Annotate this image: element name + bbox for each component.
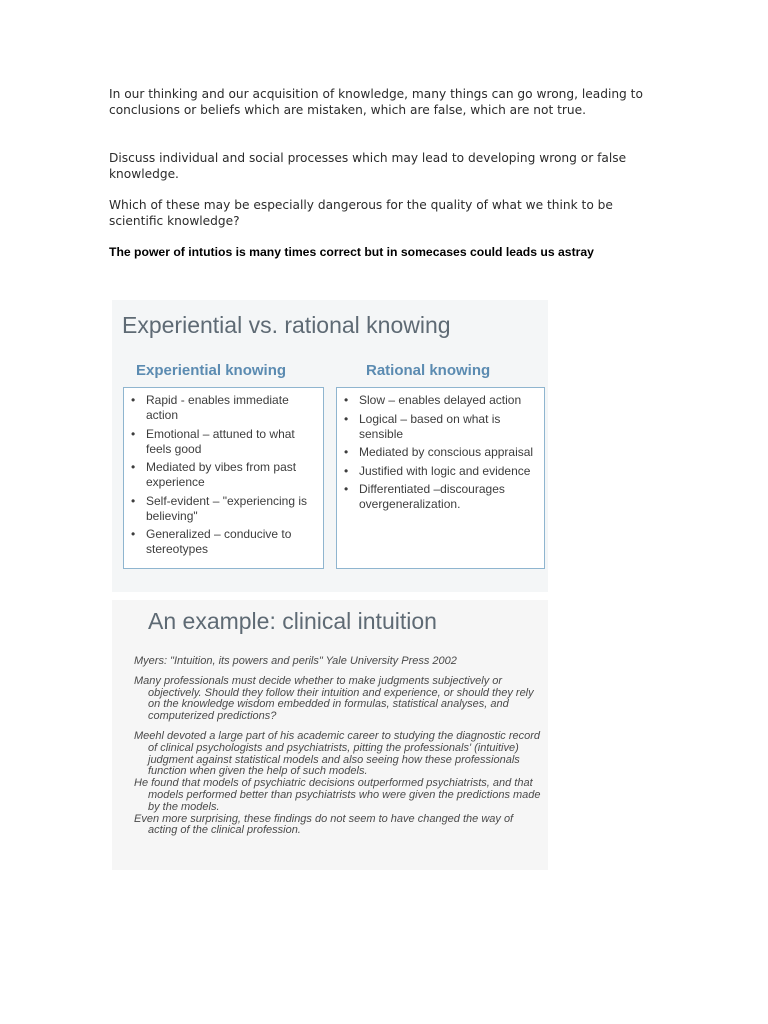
slide-paragraph: He found that models of psychiatric decisions outperformed psychiatrists, and that models performed better than psychiatrists who were given the predictions made by the models. (134, 777, 541, 813)
experiential-list (124, 388, 323, 557)
bullet-icon: • (344, 393, 349, 407)
rational-heading: Rational knowing (366, 362, 491, 379)
bullet-icon: • (344, 463, 349, 478)
slide-title: An example: clinical intuition (148, 608, 437, 634)
answer-statement: The power of intutios is many times correct but in somecases could leads us astray (109, 245, 594, 259)
intro-paragraph: In our thinking and our acquisition of knowledge, many things can go wrong, leading to conclusions or beliefs which are mistaken, which are false, which are not true. (109, 87, 643, 117)
list-item: • Rapid - enables immediate action (131, 393, 289, 422)
slide-title: Experiential vs. rational knowing (122, 312, 451, 338)
experiential-heading: Experiential knowing (136, 362, 287, 379)
bullet-icon: • (344, 411, 349, 426)
list-item: • Mediated by conscious appraisal (344, 445, 534, 459)
discussion-prompt: Discuss individual and social processes which may lead to developing wrong or false knowledge. (109, 151, 627, 181)
question-paragraph: Which of these may be especially dangerous for the quality of what we think to be scientific knowledge? (109, 198, 613, 228)
slide-clinical-intuition (112, 600, 548, 870)
bullet-icon: • (131, 426, 136, 441)
bullet-icon: • (131, 527, 136, 541)
list-item: • Mediated by vibes from past experience (131, 460, 297, 489)
bullet-icon: • (131, 393, 136, 407)
list-item: • Generalized – conducive to stereotypes (131, 527, 292, 556)
list-item: • Logical – based on what is sensible (344, 411, 501, 441)
list-item: • Self-evident – "experiencing is believing" (131, 493, 308, 523)
slide-paragraph: Meehl devoted a large part of his academic career to studying the diagnostic record of clinical psychologists and psychiatrists, pitting the professionals' (intuitive) judgment against statistical models and also seeing how these professionals function when given the help of such models. (134, 729, 541, 778)
rational-list (337, 388, 544, 512)
rational-box (336, 387, 545, 569)
bullet-icon: • (344, 482, 349, 496)
list-item: • Emotional – attuned to what feels good (131, 426, 295, 456)
list-item: • Differentiated –discourages overgeneralization. (344, 482, 505, 511)
citation: Myers: "Intuition, its powers and perils" Yale University Press 2002 (134, 655, 457, 667)
list-item: • Slow – enables delayed action (344, 393, 522, 407)
bullet-icon: • (131, 493, 136, 508)
experiential-box (123, 387, 324, 569)
bullet-icon: • (131, 460, 136, 474)
slide-body (134, 656, 544, 845)
list-item: • Justified with logic and evidence (344, 463, 531, 478)
bullet-icon: • (344, 445, 349, 459)
slide-experiential-vs-rational (112, 300, 548, 592)
slide-paragraph: Many professionals must decide whether to make judgments subjectively or objectively. Should they follow their intuition and experience, or should they rely on the knowledge wisdom embedded in formulas, statistical analyses, and computerized predictions? (134, 674, 534, 723)
slide-paragraph: Even more surprising, these findings do not seem to have changed the way of acting of the clinical profession. (134, 812, 514, 837)
